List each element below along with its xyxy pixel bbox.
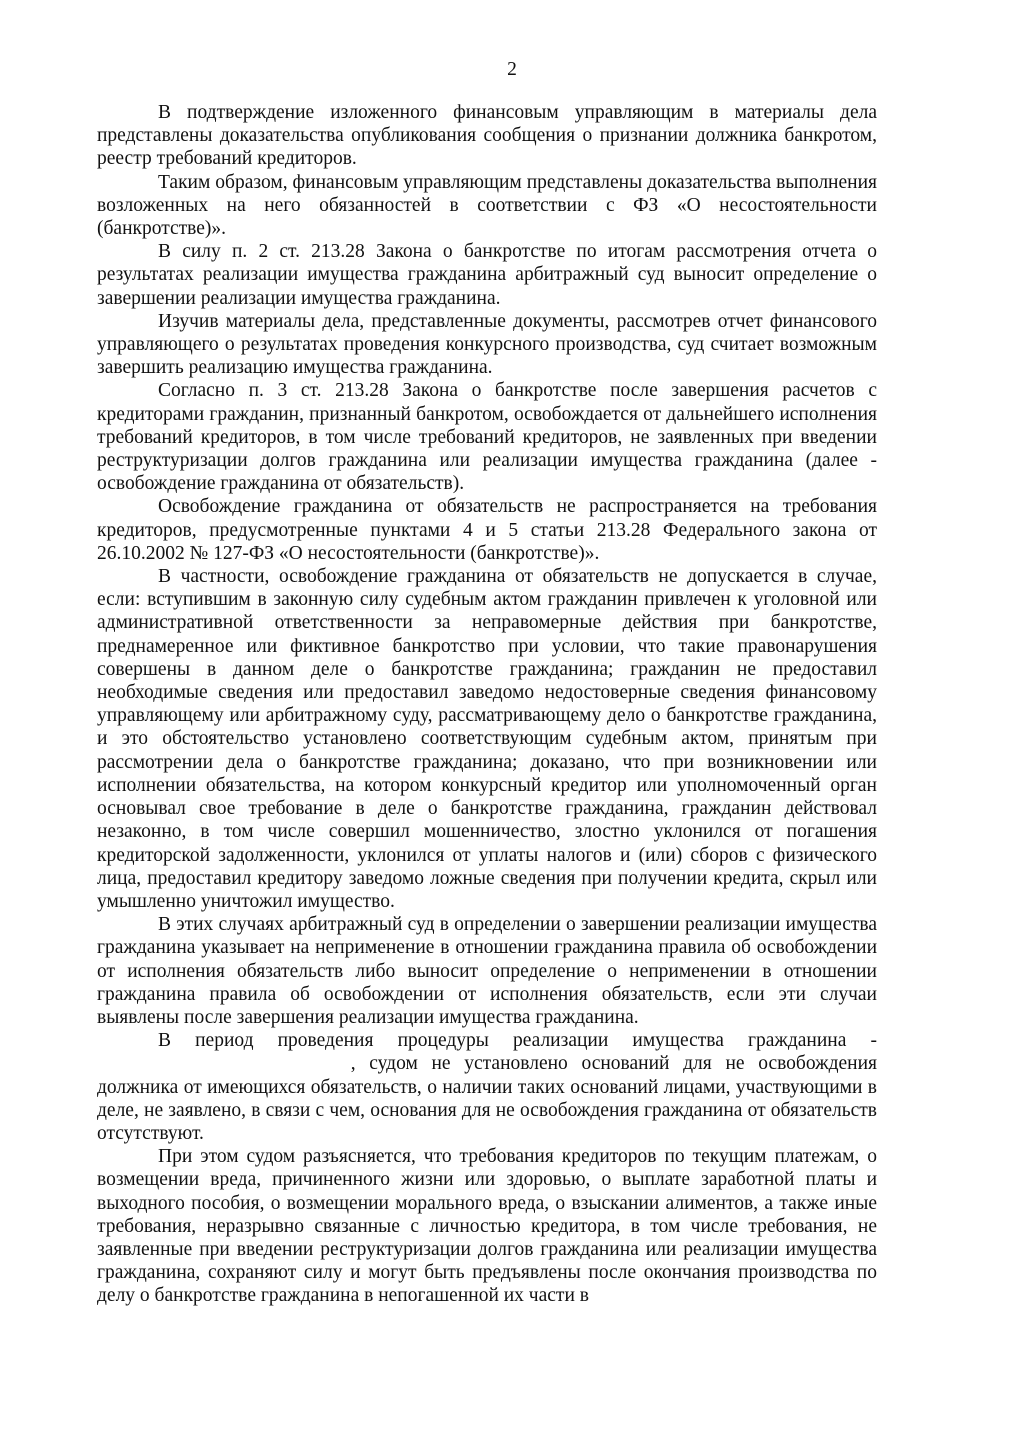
paragraph-court-explanation: При этом судом разъясняется, что требования кредиторов по текущим платежам, о возмещении вреда, причиненного жизни или здоровью, о выплате заработной платы и выходного пособия, о возмещении морального вреда, о взыскании алиментов, а также иные требования, неразрывно связанные с личностью кредитора, в том числе требования, не заявленные при введении реструктуризации долгов гражданина или реализации имущества гражданина, сохраняют силу и могут быть предъявлены после окончания производства по делу о банкротстве гражданина в непогашенной их части в [97,1146,877,1307]
paragraph-court-conclusion: Изучив материалы дела, представленные документы, рассмотрев отчет финансового управляющего о результатах проведения конкурсного производства, суд считает возможным завершить реализацию имущества гражданина. [97,310,877,379]
document-body [97,101,877,1308]
paragraph-court-determination: В этих случаях арбитражный суд в определении о завершении реализации имущества гражданина указывает на неприменение в отношении гражданина правила об освобождении от исполнения обязательств либо выносит определение о неприменении в отношении гражданина правила об освобождении от исполнения обязательств, если эти случаи выявлены после завершения реализации имущества гражданина. [97,914,877,1028]
paragraph-evidence-publication: В подтверждение изложенного финансовым управляющим в материалы дела представлены доказательства опубликования сообщения о признании должника банкротом, реестр требований кредиторов. [97,102,877,170]
procedure-period-text-before: В период проведения процедуры реализации имущества гражданина - [158,1030,877,1052]
paragraph-article-213-28-p2: В силу п. 2 ст. 213.28 Закона о банкротстве по итогам рассмотрения отчета о результатах реализации имущества гражданина арбитражный суд выносит определение о завершении реализации имущества гражданина. [97,241,877,309]
paragraph-procedure-period [97,1029,877,1145]
page-number: 2 [507,59,517,80]
paragraph-release-not-allowed: В частности, освобождение гражданина от обязательств не допускается в случае, если: вступившим в законную силу судебным актом гражданин привлечен к уголовной или административной ответственности за неправомерные действия при банкротстве, преднамеренное или фиктивное банкротство при условии, что такие правонарушения совершены в данном деле о банкротстве гражданина; гражданин не предоставил необходимые сведения или предоставил заведомо недостоверные сведения финансовому управляющему или арбитражному суду, рассматривающему дело о банкротстве гражданина, и это обстоятельство установлено соответствующим судебным актом, принятым при рассмотрении дела о банкротстве гражданина; доказано, что при возникновении или исполнении обязательства, на котором конкурсный кредитор или уполномоченный орган основывал свое требование в деле о банкротстве гражданина, гражданин действовал незаконно, в том числе совершил мошенничество, злостно уклонился от погашения кредиторской задолженности, уклонился от уплаты налогов и (или) сборов с физического лица, предоставил кредитору заведомо ложные сведения при получении кредита, скрыл или умышленно уничтожил имущество. [97,566,877,912]
procedure-period-text-after: , судом не установлено оснований для не освобождения должника от имеющихся обязательств, о наличии таких оснований лицами, участвующими в деле, не заявлено, в связи с чем, основания для не освобождения гражданина от обязательств отсутствуют. [97,1053,878,1144]
paragraph-article-213-28-p3: Согласно п. 3 ст. 213.28 Закона о банкротстве после завершения расчетов с кредиторами гражданин, признанный банкротом, освобождается от дальнейшего исполнения требований кредиторов, в том числе требований кредиторов, не заявленных при введении реструктуризации долгов гражданина или реализации имущества гражданина (далее - освобождение гражданина от обязательств). [97,380,877,495]
paragraph-duties-fulfilled: Таким образом, финансовым управляющим представлены доказательства выполнения возложенных на него обязанностей в соответствии с ФЗ «О несостоятельности (банкротстве)». [97,171,877,240]
paragraph-release-exceptions: Освобождение гражданина от обязательств не распространяется на требования кредиторов, предусмотренные пунктами 4 и 5 статьи 213.28 Федерального закона от 26.10.2002 № 127-ФЗ «О несостоятельности (банкротстве)». [97,496,877,564]
